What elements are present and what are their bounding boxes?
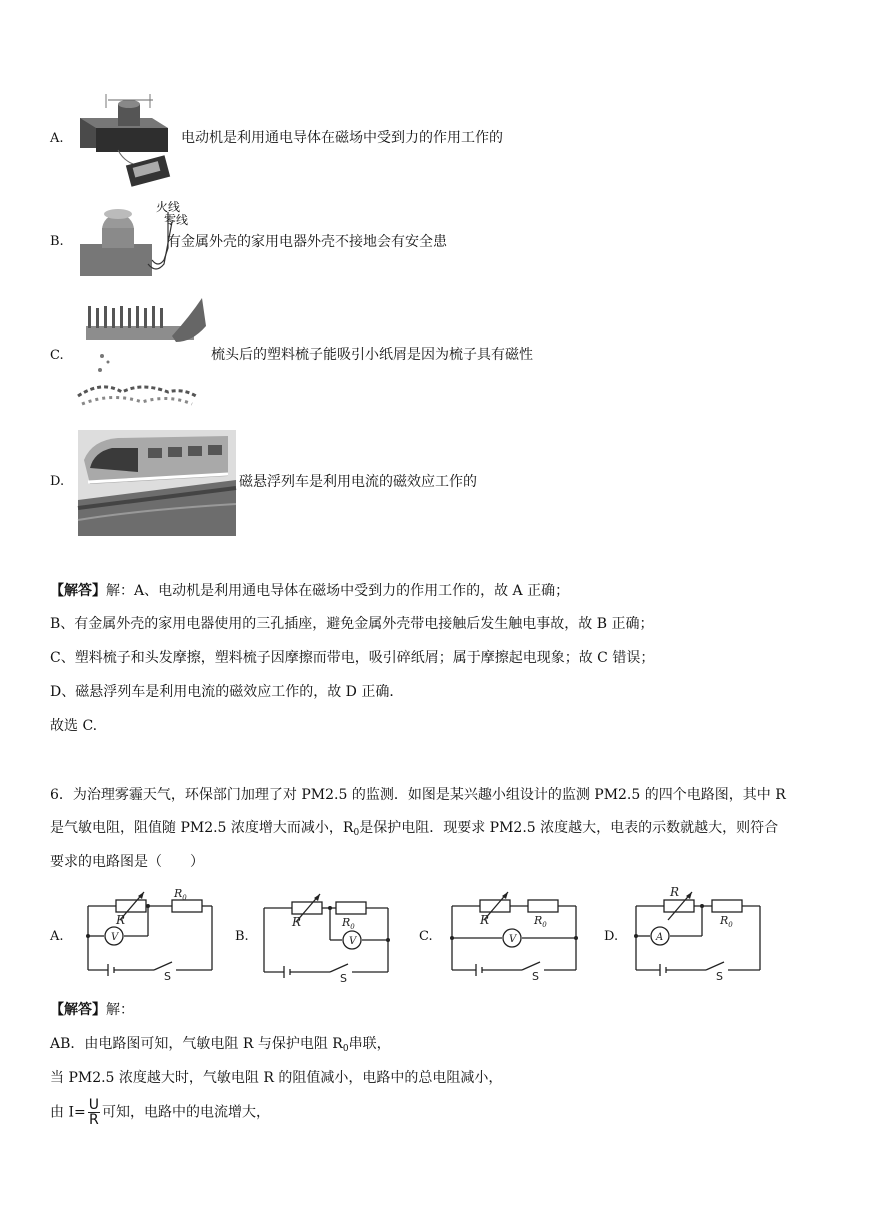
q6-answer-line-1: AB．由电路图可知，气敏电阻 R 与保护电阻 $R_0$串联，	[50, 1036, 391, 1054]
circuit-c-letter: C.	[419, 929, 433, 944]
resistor-r0-label: R	[174, 887, 183, 900]
ohms-law-fraction: $\frac{U}{R}$	[88, 1097, 99, 1128]
option-a-text: 电动机是利用通电导体在磁场中受到力的作用工作的	[181, 130, 503, 146]
svg-text:R0: $R_0$	[534, 914, 547, 929]
option-b-text: 有金属外壳的家用电器外壳不接地会有安全患	[167, 234, 447, 250]
live-wire-label: 火线	[156, 200, 181, 214]
resistor-r-label: R	[292, 915, 302, 929]
neutral-wire-label: 零线	[164, 213, 189, 227]
svg-text:R0: $R_0$	[720, 914, 733, 929]
switch-label: S	[164, 970, 171, 983]
q6-stem-line-3: 要求的电路图是（ ）	[50, 854, 204, 870]
resistor-r0-label: R	[342, 916, 351, 929]
switch-label: S	[532, 970, 539, 983]
q5-answer-line-2: B、有金属外壳的家用电器使用的三孔插座，避免金属外壳带电接触后发生触电事故，故 B 正确；	[50, 616, 654, 632]
circuit-a-letter: A.	[50, 929, 64, 944]
q6-answer-line-2: 当 PM2.5 浓度越大时，气敏电阻 R 的阻值减小，电路中的总电阻减小，	[50, 1070, 503, 1086]
switch-label: S	[340, 972, 347, 985]
ammeter-symbol: A	[656, 932, 664, 943]
circuit-a-diagram	[76, 882, 226, 982]
q6-stem-line-1: 6．为治理雾霾天气，环保部门加理了对 PM2.5 的监测．如图是某兴趣小组设计的监测 PM2.5 的四个电路图，其中 R	[50, 787, 786, 803]
answer-heading: 【解答】	[50, 583, 106, 599]
q5-answer-line-5: 故选 C.	[50, 718, 98, 734]
option-c-text: 梳头后的塑料梳子能吸引小纸屑是因为梳子具有磁性	[211, 347, 533, 363]
voltmeter-symbol: V	[111, 932, 119, 943]
circuit-d-diagram	[624, 882, 774, 982]
answer-heading: 【解答】	[50, 1002, 106, 1018]
resistor-r0-label: R	[720, 914, 729, 927]
option-c-letter: C.	[50, 348, 64, 363]
q5-answer-line-3: C、塑料梳子和头发摩擦，塑料梳子因摩擦而带电，吸引碎纸屑；属于摩擦起电现象；故 C 错误；	[50, 650, 655, 666]
resistor-r0-label: R	[534, 914, 543, 927]
voltmeter-symbol: V	[349, 936, 357, 947]
circuit-c-diagram	[440, 882, 590, 982]
option-d-text: 磁悬浮列车是利用电流的磁效应工作的	[239, 474, 477, 490]
voltmeter-symbol: V	[509, 934, 517, 945]
q6-answer-heading: 【解答】解：	[50, 1002, 134, 1018]
maglev-train-photo	[78, 430, 236, 536]
circuit-b-letter: B.	[235, 929, 249, 944]
resistor-r-label: R	[116, 913, 126, 927]
option-d-letter: D.	[50, 474, 65, 489]
option-a-letter: A.	[50, 131, 64, 146]
svg-text:R0: $R_0$	[342, 916, 355, 931]
circuit-b-diagram	[252, 884, 402, 984]
svg-text:R0: $R_0$	[174, 887, 187, 902]
switch-label: S	[716, 970, 723, 983]
q5-answer-line-4: D、磁悬浮列车是利用电流的磁效应工作的，故 D 正确．	[50, 684, 404, 700]
circuit-d-letter: D.	[604, 929, 619, 944]
comb-paper-scraps-photo	[72, 296, 208, 414]
q6-stem-line-2: 是气敏电阻，阻值随 PM2.5 浓度增大而减小，$R_0$是保护电阻．现要求 PM2.5 浓度越大，电表的示数就越大，则符合	[50, 820, 779, 838]
resistor-r-label: R	[480, 913, 490, 927]
q5-answer-line-1: 【解答】解：A、电动机是利用通电导体在磁场中受到力的作用工作的，故 A 正确；	[50, 583, 570, 599]
option-b-letter: B.	[50, 234, 64, 249]
resistor-r-label: R	[670, 885, 680, 899]
electric-motor-photo	[78, 90, 178, 192]
q6-answer-line-3: 由 I= $\frac{U}{R}$ 可知，电路中的电流增大，	[50, 1097, 270, 1128]
household-appliance-wiring-photo	[78, 198, 189, 280]
